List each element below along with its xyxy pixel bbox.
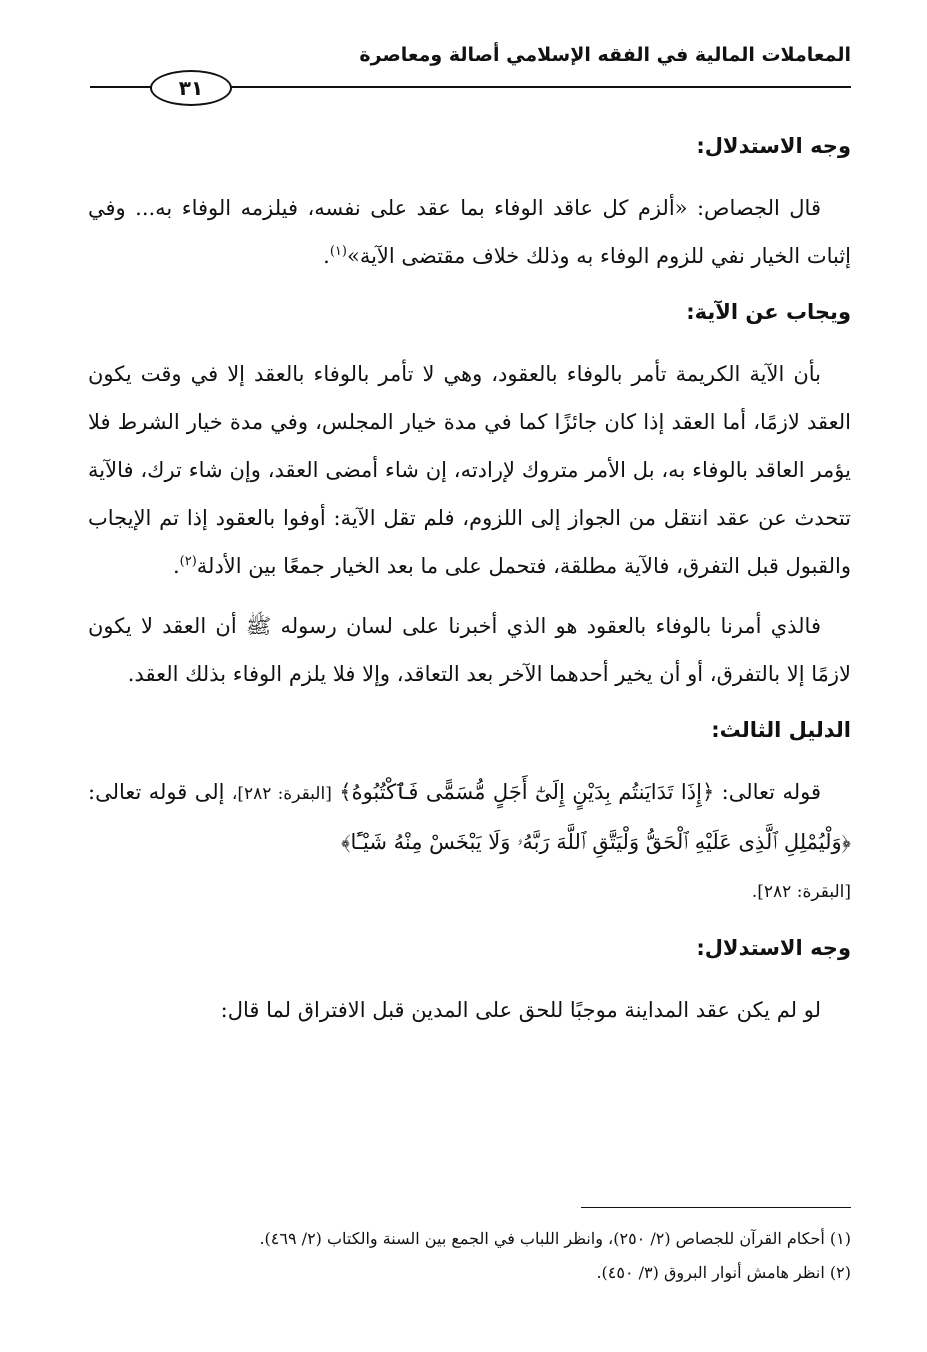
footnote-text: أحكام القرآن للجصاص (٢/ ٢٥٠)، وانظر اللباب في الجمع بين السنة والكتاب (٢/ ٤٦٩). bbox=[259, 1229, 825, 1248]
footnote-ref-1[interactable]: (١) bbox=[329, 244, 347, 259]
footnote-1 bbox=[88, 1222, 851, 1256]
body-text bbox=[88, 126, 851, 1046]
verse-mid: إلى قوله تعالى: bbox=[88, 780, 225, 804]
paragraph-text: لو لم يكن عقد المداينة موجبًا للحق على المدين قبل الافتراق لما قال: bbox=[220, 998, 821, 1022]
footnote-text: انظر هامش أنوار البروق (٣/ ٤٥٠). bbox=[596, 1263, 825, 1282]
footnote-rule bbox=[581, 1207, 851, 1208]
paragraph-response bbox=[88, 350, 851, 590]
verse-reference-1: [البقرة: ٢٨٢]، bbox=[231, 784, 332, 804]
paragraph-text: بأن الآية الكريمة تأمر بالوفاء بالعقود، وهي لا تأمر بالوفاء بالعقد إلا في وقت يكون العقد لازمًا، أما العقد إذا كان جائزًا كما في مدة خيار المجلس، وفي مدة خيار الشرط فلا يؤمر العاقد بالوفاء به، بل الأمر متروك لإرادته، إن شاء أمضى العقد، وإن شاء ترك، فالآية تتحدث عن عقد انتقل من الجواز إلى اللزوم، فلم تقل الآية: أوفوا بالعقود إذا تم الإيجاب والقبول قبل التفرق، فالآية مطلقة، فتحمل على ما بعد الخيار جمعًا بين الأدلة bbox=[88, 362, 851, 578]
footnote-ref-2[interactable]: (٢) bbox=[179, 554, 197, 569]
footnotes bbox=[88, 1222, 851, 1290]
footnote-2 bbox=[88, 1256, 851, 1290]
paragraph-end: . bbox=[172, 554, 180, 578]
quran-verse-1: ﴿إِذَا تَدَايَنتُم بِدَيْنٍ إِلَىٰٓ أَجَلٍ مُّسَمًّى فَٱكْتُبُوهُ﴾ bbox=[339, 780, 715, 804]
paragraph-debt-contract bbox=[88, 986, 851, 1034]
paragraph-conclusion bbox=[88, 602, 851, 698]
heading-inference-2: وجه الاستدلال: bbox=[696, 936, 851, 960]
verse-reference-2: [البقرة: ٢٨٢]. bbox=[751, 882, 851, 902]
quran-verse-2: ﴿وَلْيُمْلِلِ ٱلَّذِى عَلَيْهِ ٱلْحَقُّ وَلْيَتَّقِ ٱللَّهَ رَبَّهُۥ وَلَا يَبْخَسْ مِنْهُ شَيْـًٔا﴾ bbox=[341, 830, 851, 854]
paragraph-end: . bbox=[323, 244, 330, 268]
footnote-number: (١) bbox=[829, 1229, 851, 1248]
running-header-title: المعاملات المالية في الفقه الإسلامي أصالة ومعاصرة bbox=[359, 44, 851, 66]
paragraph-jassas-quote bbox=[88, 184, 851, 280]
heading-inference-1: وجه الاستدلال: bbox=[696, 134, 851, 158]
verse-intro: قوله تعالى: bbox=[721, 780, 821, 804]
paragraph-text: فالذي أمرنا بالوفاء بالعقود هو الذي أخبرنا على لسان رسوله ﷺ أن العقد لا يكون لازمًا إلا بالتفرق، أو أن يخير أحدهما الآخر بعد التعاقد، وإلا فلا يلزم الوفاء بذلك العقد. bbox=[88, 614, 851, 686]
footnote-number: (٢) bbox=[829, 1263, 851, 1282]
paragraph-text: قال الجصاص: «ألزم كل عاقد الوفاء بما عقد على نفسه، فيلزمه الوفاء به... وفي إثبات الخيار نفي للزوم الوفاء به وذلك خلاف مقتضى الآية» bbox=[88, 196, 851, 268]
page-number: ٣١ bbox=[150, 70, 232, 106]
paragraph-quran-verse bbox=[88, 768, 851, 916]
heading-response: ويجاب عن الآية: bbox=[686, 300, 851, 324]
heading-third-evidence: الدليل الثالث: bbox=[711, 718, 851, 742]
